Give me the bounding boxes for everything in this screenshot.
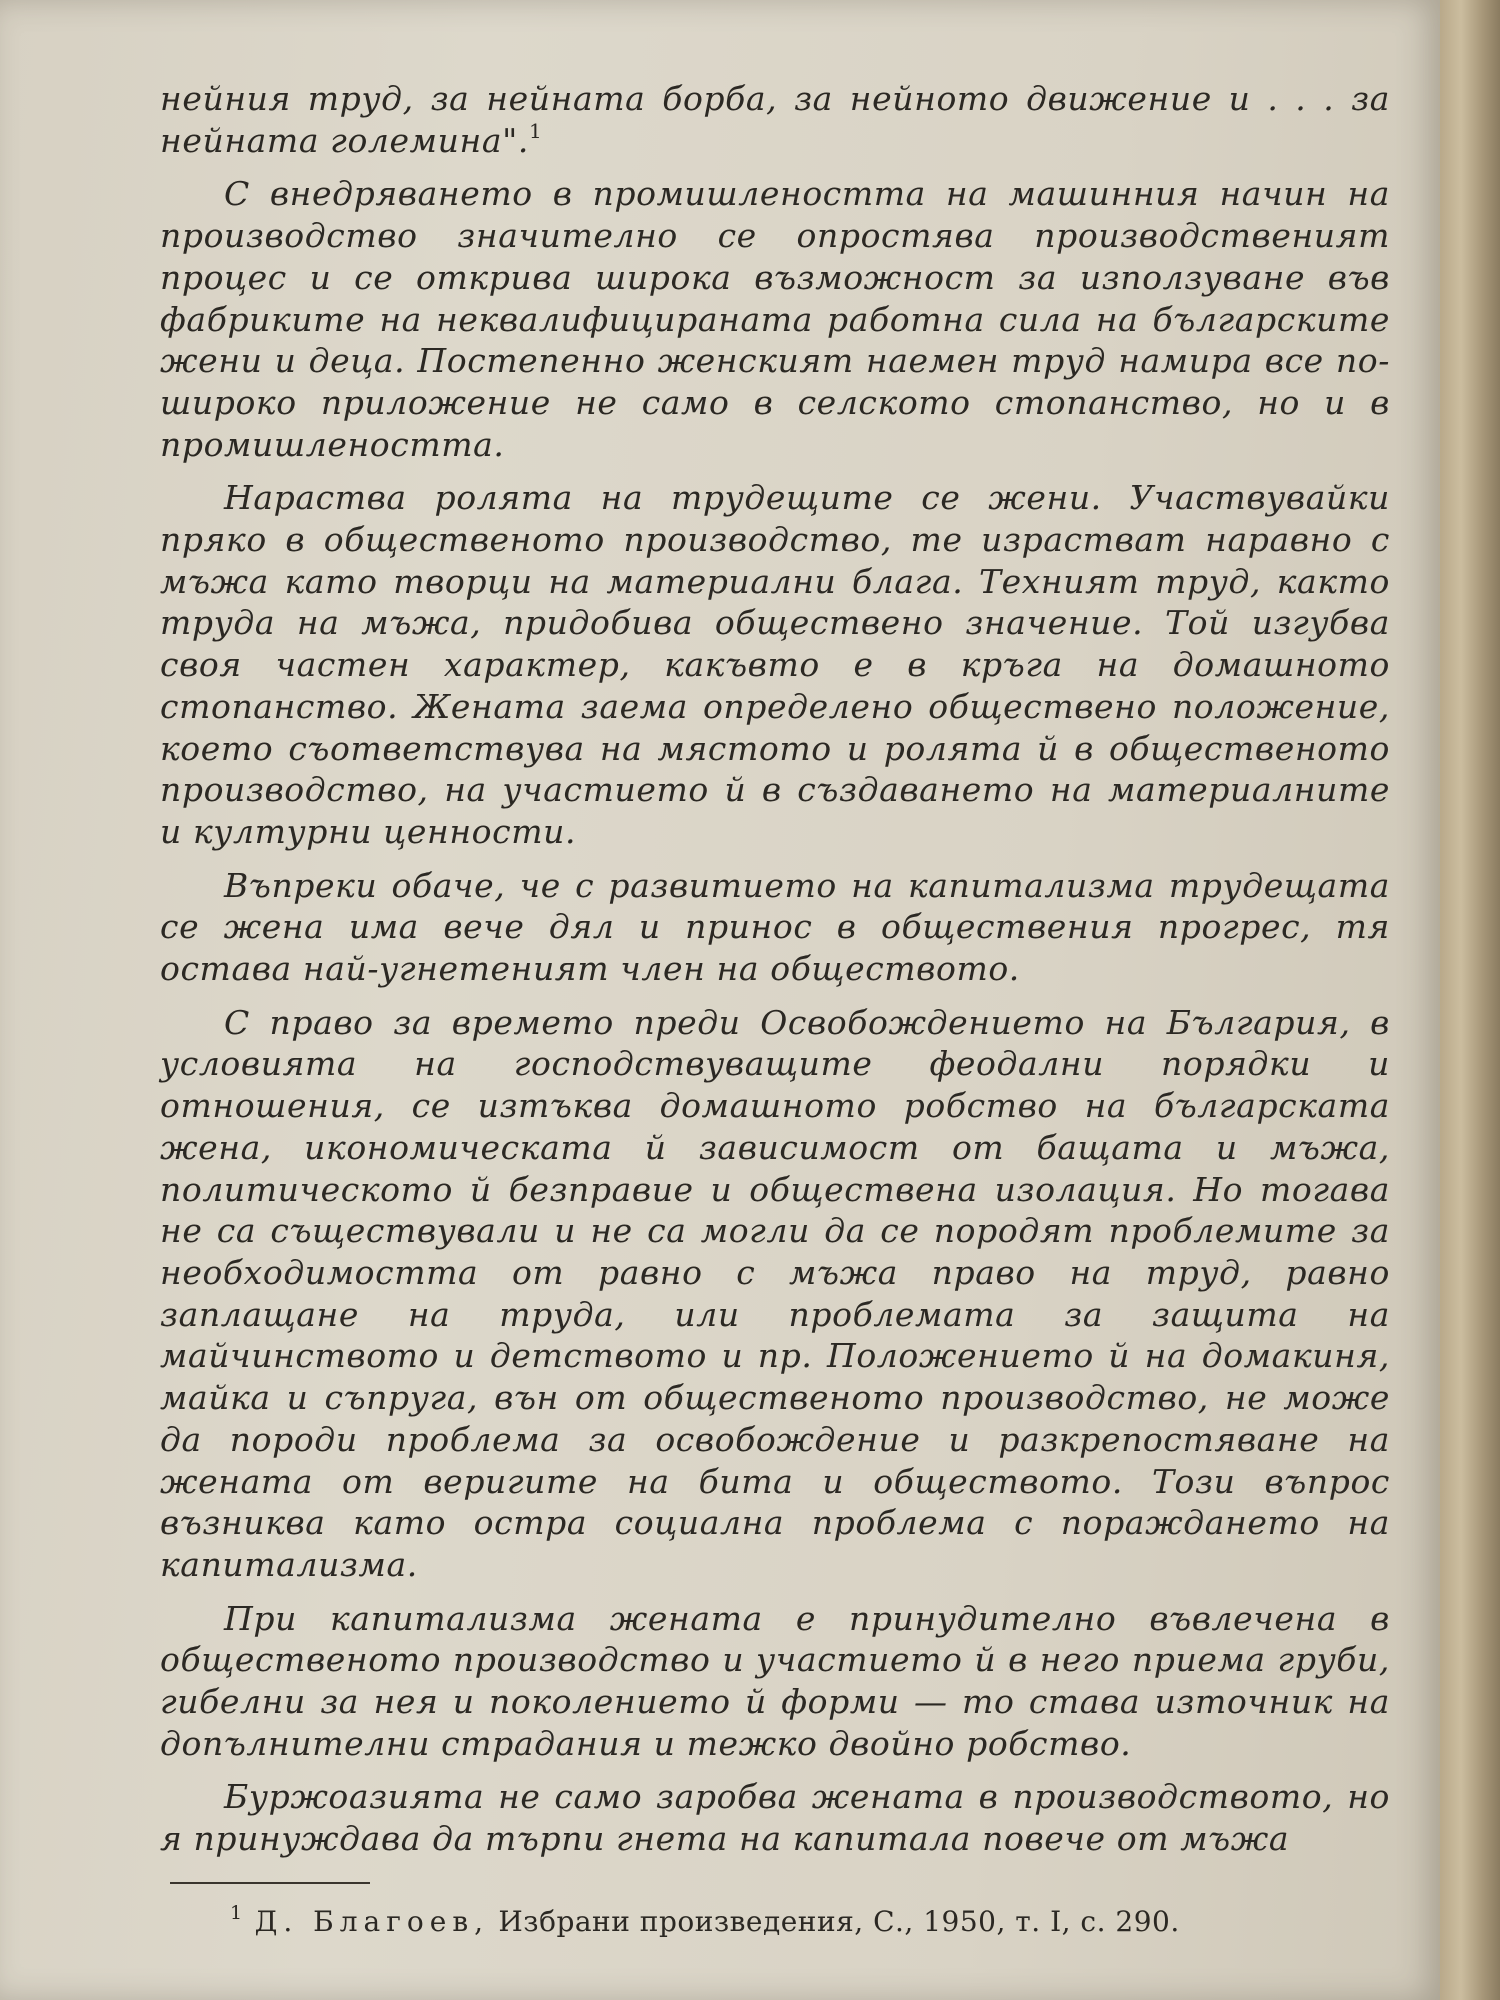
- footnote-text: Избрани произведения, С., 1950, т. I, с. 290.: [498, 1905, 1180, 1938]
- paragraph-text: нейния труд, за нейната борба, за нейното движение и . . . за нейната големина".: [160, 79, 1390, 160]
- page-edge-shadow: [1440, 0, 1500, 2000]
- footnote-reference: 1: [528, 118, 543, 143]
- paragraph-5: С право за времето преди Освобождението на България, в условията на господствуващите феодални порядки и отношения, се изтъква домашното робство на българската жена, икономическата й зависимост от бащата и мъжа, политическото й безправие и обществена изолация. Но тогава не са съществували и не са могли да се породят проблемите за необходимостта от равно с мъжа право на труд, равно заплащане на труда, или проблемата за защита на майчинството и детството и пр. Положението й на домакиня, майка и съпруга, вън от общественото производство, не може да породи проблема за освобождение и разкрепостяване на жената от веригите на бита и обществото. Този въпрос възниква като остра социална проблема с пораждането на капитализма.: [160, 1002, 1390, 1584]
- paragraph-4: Въпреки обаче, че с развитието на капитализма трудещата се жена има вече дял и принос в обществения прогрес, тя остава най-угнетеният член на обществото.: [160, 865, 1390, 989]
- footnote: [230, 1904, 1330, 1940]
- paragraph-7: Буржоазията не само заробва жената в производството, но я принуждава да търпи гнета на капитала повече от мъжа: [160, 1777, 1390, 1859]
- footnote-author: Д. Благоев,: [254, 1905, 489, 1938]
- footnote-divider: [170, 1882, 370, 1884]
- footnote-number: 1: [230, 1902, 243, 1924]
- paragraph-6: При капитализма жената е принудително въвлечена в общественото производство и участието й в него приема груби, гибелни за нея и поколението й форми — то става източник на допълнителни страдания и тежко двойно робство.: [160, 1598, 1390, 1763]
- body-text: [160, 78, 1390, 1860]
- paragraph-2: С внедряването в промишлеността на машинния начин на производство значително се опростява производственият процес и се открива широка възможност за използуване във фабриките на неквалифицираната работна сила на българските жени и деца. Постепенно женският наемен труд намира все по-широко приложение не само в селското стопанство, но и в промишлеността.: [160, 174, 1390, 464]
- paragraph-1: [160, 78, 1390, 161]
- paragraph-3: Нараства ролята на трудещите се жени. Участвувайки пряко в общественото производство, те израстват наравно с мъжа като творци на материални блага. Техният труд, както труда на мъжа, придобива обществено значение. Той изгубва своя частен характер, какъвто е в кръга на домашното стопанство. Жената заема определено обществено положение, което съответствува на мястото и ролята й в общественото производство, на участието й в създаването на материалните и културни ценности.: [160, 478, 1390, 851]
